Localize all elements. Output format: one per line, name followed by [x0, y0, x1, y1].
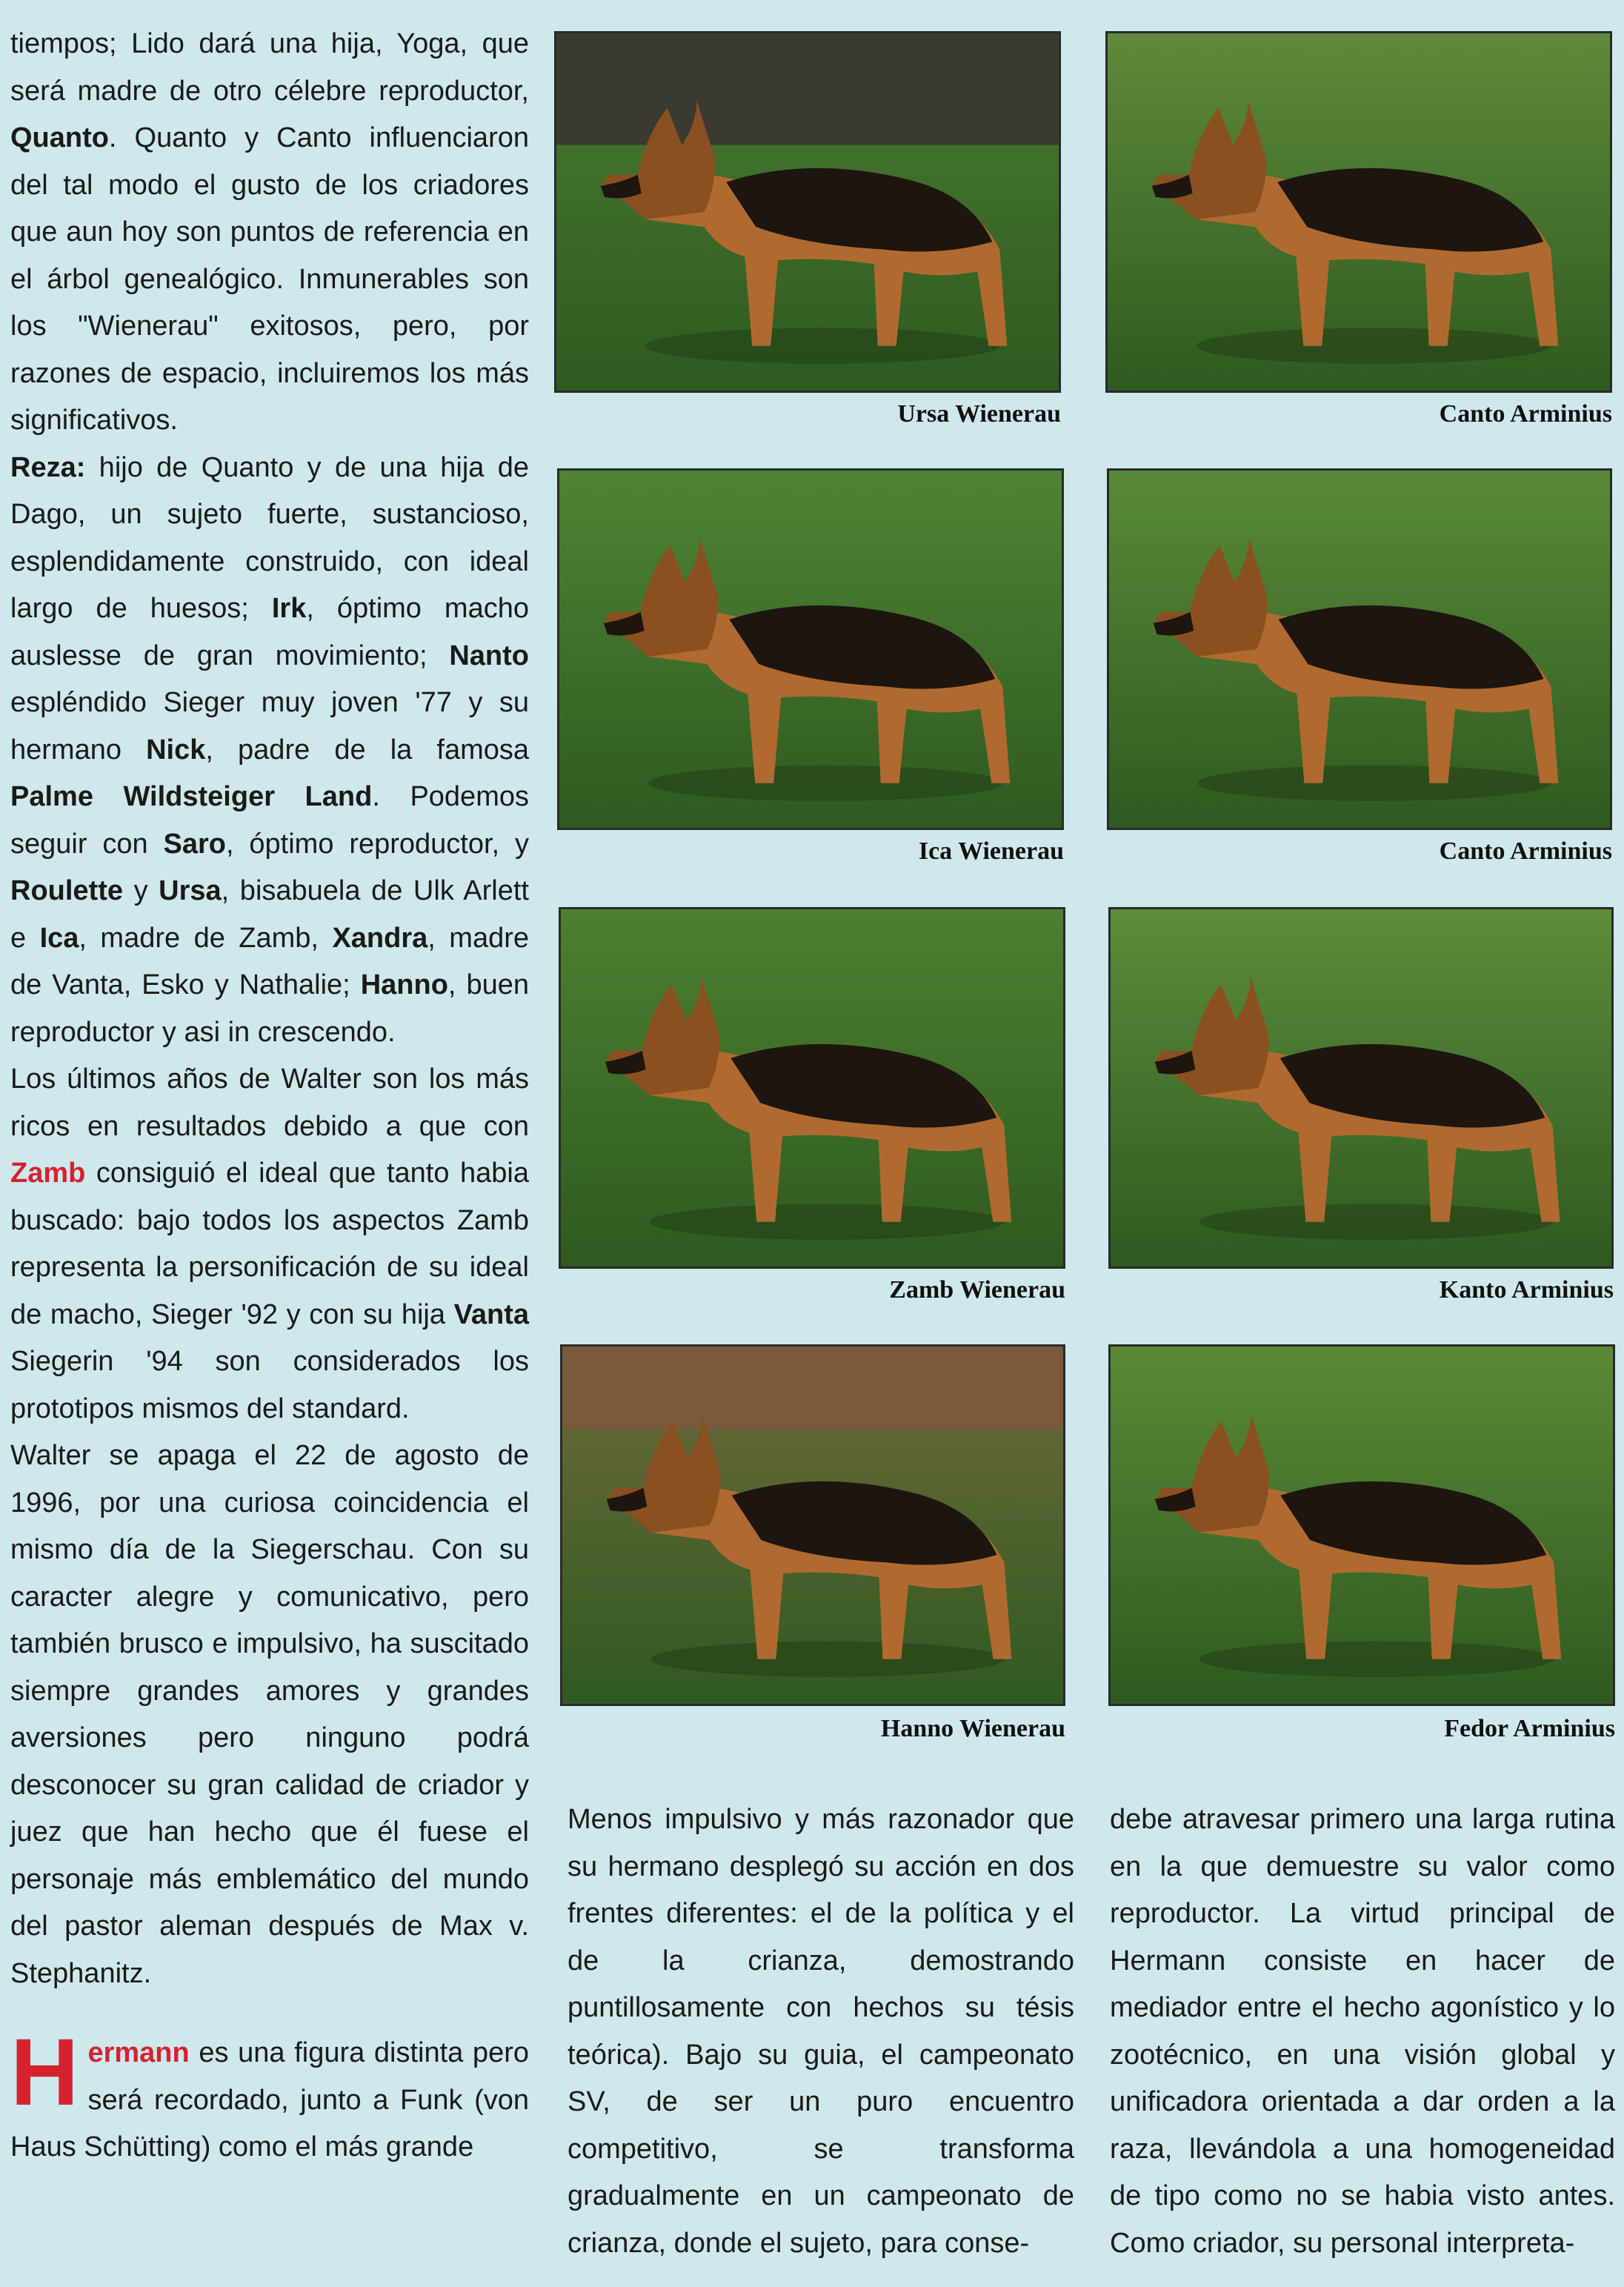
paragraph-walter-death: Walter se apaga el 22 de agosto de 1996, por una curiosa coincidencia el mismo día de la Siegerschau. Con su caracter alegre y comunicativo, pero también brusco e impulsivo, ha suscitado siempre grandes amores y grandes aversiones pero ninguno podrá desconocer su gran calidad de criador y juez que han hecho que él fuese el personaje más emblemático del mundo del pastor aleman después de Max v. Stephanitz. — [10, 1440, 529, 1989]
paragraph-hermann: Hermann es una figura distinta pero será recordado, junto a Funk (von Haus Schütting) como el más grande — [10, 2019, 529, 2162]
middle-text-column — [568, 1796, 1074, 2267]
right-text-column — [1110, 1796, 1615, 2267]
left-text-column — [10, 21, 529, 2171]
dog-photo-image — [562, 1347, 1063, 1704]
dog-photo-image — [1109, 471, 1610, 828]
paragraph-last-years: Los últimos años de Walter son los más ricos en resultados debido a que con Zamb consiguió el ideal que tanto habia buscado: bajo todos los aspectos Zamb representa la personificación de su ideal de macho, Sieger '92 y con su hija Vanta Siegerin '94 son considerados los prototipos mismos del standard. — [10, 1063, 529, 1424]
photo-ica-wienerau — [557, 468, 1064, 830]
dog-photo-image — [1111, 1347, 1613, 1704]
photo-canto-arminius-2 — [1107, 468, 1612, 830]
drop-cap: H — [10, 2019, 79, 2125]
photo-canto-arminius-1 — [1105, 31, 1612, 393]
dog-photo-image — [1111, 909, 1611, 1267]
dog-photo-image — [559, 471, 1062, 828]
caption-canto-arminius-1: Canto Arminius — [1439, 400, 1612, 428]
photo-kanto-arminius — [1108, 907, 1614, 1269]
caption-hanno-wienerau: Hanno Wienerau — [880, 1715, 1065, 1742]
paragraph-hermann-cont: Menos impulsivo y más razonador que su hermano desplegó su acción en dos frentes diferentes: el de la política y el de la crianza, demostrando puntillosamente con hechos su tésis teórica). Bajo su guia, el campeonato SV, de ser un puro encuentro competitivo, se transforma gradualmente en un campeonato de crianza, donde el sujeto, para conse- — [568, 1804, 1074, 2259]
photo-hanno-wienerau — [560, 1344, 1065, 1706]
dog-photo-image — [1108, 33, 1610, 391]
photo-ursa-wienerau — [554, 31, 1061, 393]
dog-photo-image — [556, 33, 1059, 391]
paragraph-hermann-virtue: debe atravesar primero una larga rutina en la que demuestre su valor como reproductor. La virtud principal de Hermann consiste en hacer de mediador entre el hecho agonístico y lo zootécnico, en una visión global y unificadora orientada a dar orden a la raza, llevándola a una homogeneidad de tipo como no se habia visto antes. Como criador, su personal interpreta- — [1110, 1804, 1615, 2259]
dog-photo-image — [561, 909, 1063, 1267]
paragraph-reza: Reza: hijo de Quanto y de una hija de Dago, un sujeto fuerte, sustancioso, esplendidamente construido, con ideal largo de huesos; Irk, óptimo macho auslesse de gran movimiento; Nanto espléndido Sieger muy joven '77 y su hermano Nick, padre de la famosa Palme Wildsteiger Land. Podemos seguir con Saro, óptimo reproductor, y Roulette y Ursa, bisabuela de Ulk Arlett e Ica, madre de Zamb, Xandra, madre de Vanta, Esko y Nathalie; Hanno, buen reproductor y asi in crescendo. — [10, 451, 529, 1048]
caption-ursa-wienerau: Ursa Wienerau — [897, 400, 1061, 428]
photo-fedor-arminius — [1108, 1344, 1615, 1706]
name-quanto: Quanto — [10, 122, 109, 153]
caption-zamb-wienerau: Zamb Wienerau — [889, 1276, 1065, 1304]
caption-fedor-arminius: Fedor Arminius — [1444, 1715, 1615, 1742]
photo-zamb-wienerau — [559, 907, 1065, 1269]
caption-canto-arminius-2: Canto Arminius — [1439, 837, 1612, 865]
name-zamb: Zamb — [10, 1158, 86, 1189]
paragraph-intro: tiempos; Lido dará una hija, Yoga, que será madre de otro célebre reproductor, Quanto. Quanto y Canto influenciaron del tal modo el gusto de los criadores que aun hoy son puntos de referencia en el árbol genealógico. Inmunerables son los "Wienerau" exitosos, pero, por razones de espacio, incluiremos los más significativos. — [10, 28, 529, 436]
caption-kanto-arminius: Kanto Arminius — [1439, 1276, 1614, 1304]
caption-ica-wienerau: Ica Wienerau — [918, 837, 1064, 865]
